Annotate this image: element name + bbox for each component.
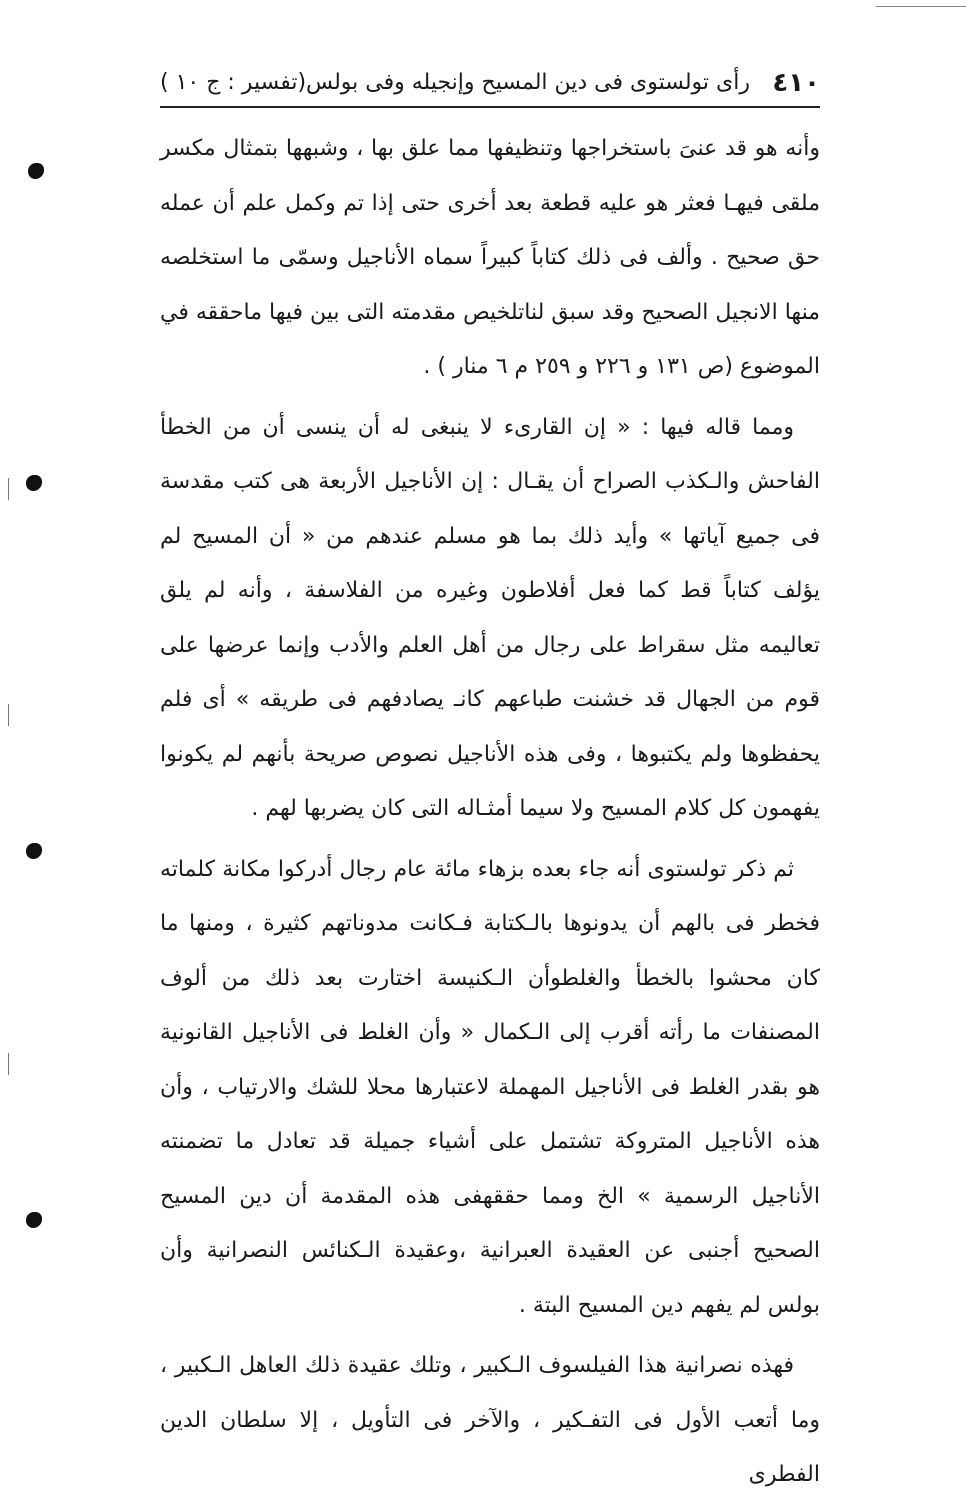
margin-tick (8, 1053, 9, 1075)
binding-hole-mark (28, 163, 44, 179)
paragraph-2: ومما قاله فيها : « إن القارىء لا ينبغى له أن ينسى أن من الخطأ الفاحش والـكذب الصراح أن يقـال : إن الأناجيل الأربعة هى كتب مقدسة فى جميع آياتها » وأيد ذلك بما هو مسلم عندهم من « أن المسيح لم يؤلف كتاباً قط كما فعل أفلاطون وغيره من الفلاسفة ، وأنه لم يلق تعاليمه مثل سقراط على رجال من أهل العلم والأدب وإنما عرضها على قوم من الجهال قد خشنت طباعهم كانـ يصادفهم فى طريقه » أى فلم يحفظوها ولم يكتبوها ، وفى هذه الأناجيل نصوص صريحة بأنهم لم يكونوا يفهمون كل كلام المسيح ولا سيما أمثـاله التى كان يضربها لهم . (160, 414, 820, 821)
margin-tick (8, 704, 9, 726)
binding-hole-mark (26, 475, 42, 491)
body-text (160, 122, 820, 1503)
header-rule (160, 106, 820, 108)
paragraph-1: وأنه هو قد عنىَ باستخراجها وتنظيفها مما علق بها ، وشبهها بتمثال مكسر ملقى فيهـا فعثر هو عليه قطعة بعد أخرى حتى إذا تم وكمل علم أن عمله حق صحيح . وألف فى ذلك كتاباً كبيراً سماه الأناجيل وسمّى ما استخلصه منها الانجيل الصحيح وقد سبق لناتلخيص مقدمته التى بين فيها ماحققه في الموضوع (ص ١٣١ و ٢٢٦ و ٢٥٩ م ٦ منار ) . (160, 136, 820, 379)
paragraph-3: ثم ذكر تولستوى أنه جاء بعده بزهاء مائة عام رجال أدركوا مكانة كلماته فخطر فى بالهم أن يدونوها بالـكتابة فـكانت مدوناتهم كثيرة ، ومنها ما كان محشوا بالخطأ والغلطوأن الـكنيسة اختارت بعد ذلك من ألوف المصنفات ما رأته أقرب إلى الـكمال « وأن الغلط فى الأناجيل القانونية هو بقدر الغلط فى الأناجيل المهملة لاعتبارها محلا للشك والارتياب ، وأن هذه الأناجيل المتروكة تشتمل على أشياء جميلة قد تعادل ما تضمنته الأناجيل الرسمية » الخ ومما حققهفى هذه المقدمة أن دين المسيح الصحيح أجنبى عن العقيدة العبرانية ،وعقيدة الـكنائس النصرانية وأن بولس لم يفهم دين المسيح البتة . (160, 856, 820, 1318)
header-title: رأى تولستوى فى دين المسيح وإنجيله وفى بولس (306, 70, 750, 95)
running-header (160, 62, 820, 102)
binding-hole-mark (26, 843, 42, 859)
scan-edge-line (876, 0, 966, 7)
binding-hole-mark (26, 1212, 42, 1228)
paragraph-4: فهذه نصرانية هذا الفيلسوف الـكبير ، وتلك عقيدة ذلك العاهل الـكبير ، وما أتعب الأول فى التفـكير ، والآخر فى التأويل ، إلا سلطان الدين الفطرى (160, 1353, 820, 1487)
page-number: ٤١٠ (772, 68, 820, 98)
header-volume: (تفسير : ج ١٠ ) (160, 70, 307, 95)
margin-tick (8, 478, 9, 500)
